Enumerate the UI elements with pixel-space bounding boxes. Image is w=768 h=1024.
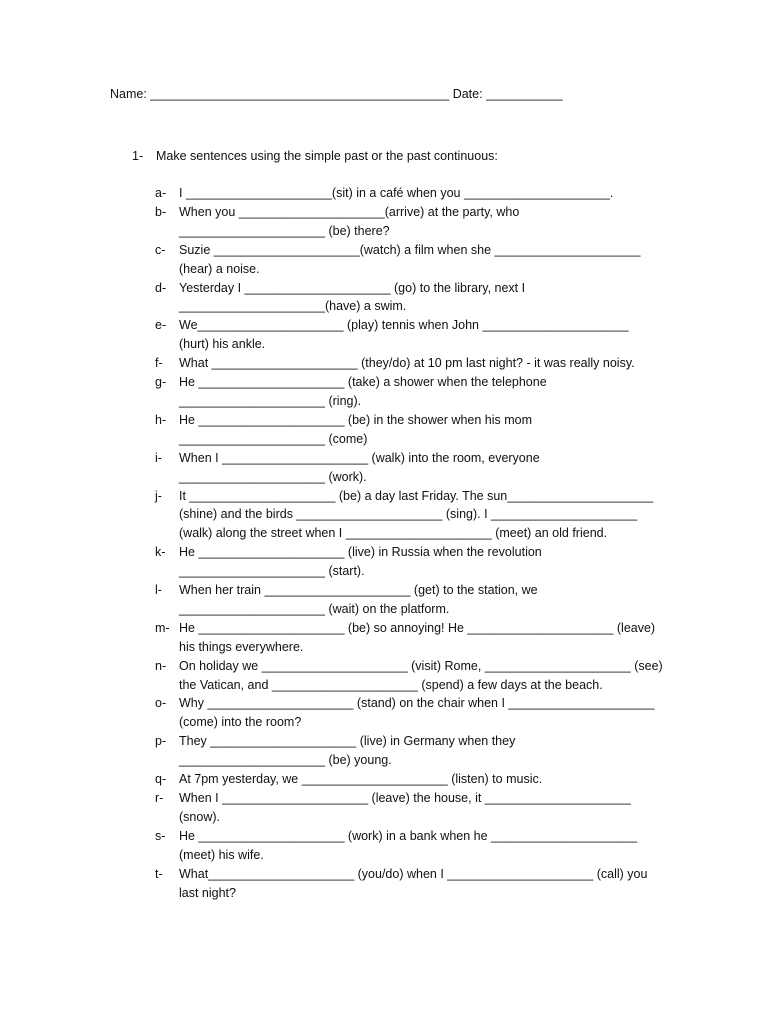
exercise-item <box>155 203 675 241</box>
item-text-line: _____________________ (be) young. <box>179 753 392 768</box>
exercise-item <box>155 316 675 354</box>
item-letter: e- <box>155 318 167 333</box>
exercise-items <box>155 184 675 902</box>
item-letter: f- <box>155 356 163 371</box>
item-text-line: On holiday we _____________________ (visit) Rome, _____________________ (see) <box>179 658 663 673</box>
item-text <box>179 789 675 827</box>
item-text <box>179 354 675 373</box>
item-text-line: He _____________________ (be) in the shower when his mom <box>179 412 533 427</box>
exercise-item <box>155 732 675 770</box>
item-letter: c- <box>155 242 166 257</box>
item-text-line: When I _____________________ (leave) the house, it _____________________ <box>179 791 631 805</box>
item-letter: h- <box>155 412 167 427</box>
exercise-item <box>155 827 675 865</box>
date-label: Date: <box>449 87 487 101</box>
item-text-line: At 7pm yesterday, we _____________________ (listen) to music. <box>179 772 543 787</box>
exercise-item <box>155 354 675 373</box>
item-text-line: Yesterday I _____________________ (go) to the library, next I <box>179 280 526 295</box>
item-text <box>179 241 675 279</box>
item-letter: b- <box>155 204 167 219</box>
item-letter: k- <box>155 545 166 560</box>
item-letter: n- <box>155 658 167 673</box>
exercise-item <box>155 657 675 695</box>
item-text <box>179 770 675 789</box>
item-text <box>179 581 675 619</box>
item-text-line: He _____________________ (live) in Russia when the revolution <box>179 545 542 560</box>
item-text-line: (meet) his wife. <box>179 847 264 862</box>
item-letter: r- <box>155 791 164 805</box>
item-text-line: _____________________ (wait) on the platform. <box>179 601 450 616</box>
item-text-line: He _____________________ (work) in a bank when he _____________________ <box>179 828 638 843</box>
item-text <box>179 184 675 203</box>
item-letter: s- <box>155 828 166 843</box>
item-text <box>179 449 675 487</box>
item-text <box>179 657 675 695</box>
exercise-item <box>155 543 675 581</box>
name-date-line <box>110 87 563 101</box>
item-text-line: _____________________ (start). <box>179 564 365 579</box>
item-text-line: When her train _____________________ (get) to the station, we <box>179 583 538 598</box>
item-letter: t- <box>155 866 163 881</box>
item-text-line: (come) into the room? <box>179 715 302 730</box>
exercise-item <box>155 487 675 544</box>
item-text <box>179 827 675 865</box>
item-text <box>179 203 675 241</box>
item-text-line: What_____________________ (you/do) when I _____________________ (call) you <box>179 866 648 881</box>
item-letter: g- <box>155 375 167 390</box>
exercise-number: 1- <box>132 149 144 163</box>
item-text-line: (hear) a noise. <box>179 261 260 276</box>
item-text-line: his things everywhere. <box>179 639 304 654</box>
item-text-line: They _____________________ (live) in Germany when they <box>179 734 516 749</box>
item-letter: p- <box>155 734 167 749</box>
item-text-line: _____________________ (be) there? <box>179 223 390 238</box>
name-blank: ___________________________________________ <box>150 87 450 101</box>
item-letter: o- <box>155 696 167 711</box>
item-text <box>179 543 675 581</box>
item-text-line: (hurt) his ankle. <box>179 337 266 352</box>
item-letter: i- <box>155 450 162 465</box>
item-text-line: _____________________ (ring). <box>179 393 362 408</box>
date-blank: ___________ <box>486 87 563 101</box>
exercise-item <box>155 241 675 279</box>
item-text <box>179 411 675 449</box>
exercise-item <box>155 865 675 903</box>
item-text <box>179 487 675 544</box>
item-text <box>179 732 675 770</box>
exercise-item <box>155 789 675 827</box>
item-text <box>179 619 675 657</box>
item-text <box>179 373 675 411</box>
exercise-item <box>155 449 675 487</box>
item-letter: d- <box>155 280 167 295</box>
item-text <box>179 694 675 732</box>
item-letter: j- <box>155 488 162 503</box>
item-text-line: I _____________________(sit) in a café when you _____________________. <box>179 186 614 200</box>
item-letter: l- <box>155 583 162 598</box>
exercise-item <box>155 770 675 789</box>
exercise-item <box>155 694 675 732</box>
item-letter: m- <box>155 620 170 635</box>
exercise-item <box>155 279 675 317</box>
item-letter: q- <box>155 772 167 787</box>
item-text-line: the Vatican, and _____________________ (spend) a few days at the beach. <box>179 677 603 692</box>
item-text <box>179 316 675 354</box>
exercise-text: Make sentences using the simple past or the past continuous: <box>156 149 498 163</box>
item-text-line: _____________________ (work). <box>179 469 367 484</box>
item-text-line: We_____________________ (play) tennis when John _____________________ <box>179 318 629 333</box>
item-text-line: _____________________ (come) <box>179 431 368 446</box>
name-label: Name: <box>110 87 151 101</box>
item-text-line: It _____________________ (be) a day last Friday. The sun_____________________ <box>179 488 654 503</box>
item-text-line: Why _____________________ (stand) on the chair when I _____________________ <box>179 696 655 711</box>
exercise-item <box>155 581 675 619</box>
item-text <box>179 865 675 903</box>
item-text-line: What _____________________ (they/do) at 10 pm last night? - it was really noisy. <box>179 356 635 371</box>
exercise-item <box>155 411 675 449</box>
item-text-line: (shine) and the birds _____________________ (sing). I _____________________ <box>179 507 638 522</box>
item-text-line: Suzie _____________________(watch) a film when she _____________________ <box>179 242 641 257</box>
item-text-line: (walk) along the street when I _____________________ (meet) an old friend. <box>179 526 608 541</box>
item-text-line: He _____________________ (be) so annoying! He _____________________ (leave) <box>179 620 656 635</box>
item-text-line: _____________________(have) a swim. <box>179 299 407 314</box>
item-text-line: He _____________________ (take) a shower when the telephone <box>179 375 547 390</box>
item-text-line: last night? <box>179 885 236 900</box>
item-text-line: When you _____________________(arrive) at the party, who <box>179 204 520 219</box>
exercise-instruction <box>132 149 498 163</box>
item-text <box>179 279 675 317</box>
exercise-item <box>155 373 675 411</box>
item-letter: a- <box>155 186 167 200</box>
item-text-line: When I _____________________ (walk) into the room, everyone <box>179 450 540 465</box>
exercise-item <box>155 619 675 657</box>
exercise-item <box>155 184 675 203</box>
item-text-line: (snow). <box>179 809 220 824</box>
